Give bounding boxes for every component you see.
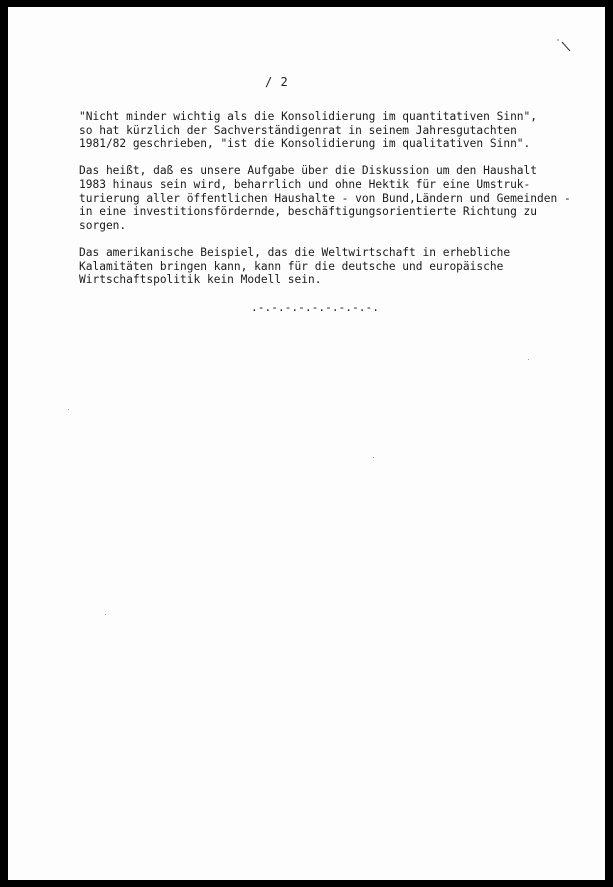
text-line: "Nicht minder wichtig als die Konsolidierung im quantitativen Sinn", (79, 110, 538, 123)
text-line: so hat kürzlich der Sachverständigenrat in seinem Jahresgutachten (79, 123, 517, 137)
text-line: in eine investitionsfördernde, beschäftigungsorientierte Richtung zu (79, 205, 538, 219)
text-line: Kalamitäten bringen kann, kann für die deutsche und europäische (79, 259, 504, 273)
scan-speck (373, 457, 374, 458)
scan-speck (528, 359, 529, 360)
paragraph-1 (79, 110, 579, 151)
scan-speck (105, 614, 106, 615)
text-line: Das amerikanische Beispiel, das die Weltwirtschaft in erhebliche (79, 245, 511, 259)
text-line: Das heißt, daß es unsere Aufgabe über die Diskussion um den Haushalt (79, 164, 538, 178)
text-line: turierung aller öffentlichen Haushalte - von Bund,Ländern und Gemeinden - (79, 191, 571, 205)
paragraph-2 (79, 164, 579, 232)
text-line: 1983 hinaus sein wird, beharrlich und ohne Hektik für eine Umstruk- (79, 177, 531, 191)
text-line: 1981/82 geschrieben, "ist die Konsolidierung im qualitativen Sinn". (79, 137, 531, 151)
page-number: / 2 (265, 75, 289, 89)
end-separator: .-.-.-.-.-.-.-.-.-. (251, 301, 379, 314)
corner-scan-mark (556, 37, 576, 57)
scan-speck (68, 409, 69, 410)
text-line: sorgen. (79, 218, 127, 232)
paragraph-3 (79, 246, 579, 287)
text-line: Wirtschaftspolitik kein Modell sein. (79, 273, 322, 287)
body-text (79, 110, 579, 300)
document-page (8, 7, 605, 880)
